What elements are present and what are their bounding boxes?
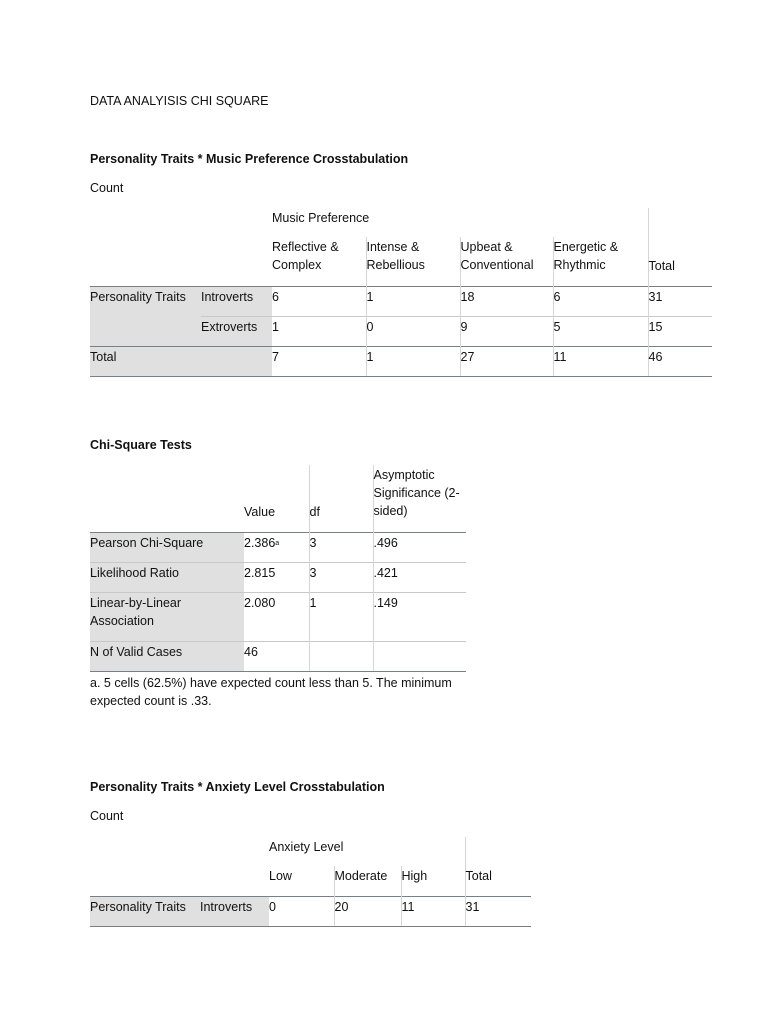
cell-value: 11 bbox=[401, 896, 465, 926]
anxiety-col-header: Total bbox=[465, 866, 531, 896]
table-row bbox=[90, 896, 531, 926]
music-col-header: Upbeat & Conventional bbox=[460, 237, 553, 286]
music-count-label: Count bbox=[90, 181, 124, 195]
anxiety-col-header: High bbox=[401, 866, 465, 896]
cell-value: 5 bbox=[553, 316, 648, 346]
music-crosstab-title: Personality Traits * Music Preference Crosstabulation bbox=[90, 152, 409, 166]
cell-value: 1 bbox=[309, 592, 373, 641]
cell-value: 3 bbox=[309, 562, 373, 592]
chi-col-header: df bbox=[309, 465, 373, 532]
music-group-header: Music Preference bbox=[272, 211, 370, 225]
cell-value bbox=[244, 532, 309, 562]
chi-col-header: Value bbox=[244, 504, 276, 519]
row-group-label: Personality Traits bbox=[90, 896, 200, 926]
document-title: DATA ANALYISIS CHI SQUARE bbox=[90, 94, 269, 108]
cell-value: 18 bbox=[460, 286, 553, 316]
cell-value: 2.815 bbox=[244, 562, 309, 592]
row-label: Introverts bbox=[200, 896, 269, 926]
table-row bbox=[90, 592, 466, 641]
row-label: Pearson Chi-Square bbox=[90, 532, 244, 562]
cell-value: 0 bbox=[269, 896, 334, 926]
table-row bbox=[90, 532, 466, 562]
row-label: Extroverts bbox=[201, 316, 272, 346]
cell-value: 1 bbox=[366, 286, 460, 316]
cell-value: 20 bbox=[334, 896, 401, 926]
music-col-header: Energetic & Rhythmic bbox=[553, 237, 648, 286]
cell-value: 0 bbox=[366, 316, 460, 346]
anxiety-group-header: Anxiety Level bbox=[269, 840, 344, 854]
table-row bbox=[90, 316, 712, 346]
cell-value: 2.080 bbox=[244, 592, 309, 641]
chi-col-header: Asymptotic Significance (2-sided) bbox=[373, 465, 466, 532]
cell-value: 31 bbox=[465, 896, 531, 926]
cell-value-number: 2.386 bbox=[244, 535, 276, 550]
cell-value: 46 bbox=[648, 346, 712, 376]
cell-value: 6 bbox=[272, 286, 366, 316]
cell-value bbox=[309, 641, 373, 671]
cell-value: .149 bbox=[373, 592, 466, 641]
cell-value: .496 bbox=[373, 532, 466, 562]
row-label: Linear-by-Linear Association bbox=[90, 592, 244, 641]
cell-value: 3 bbox=[309, 532, 373, 562]
music-col-header: Intense & Rebellious bbox=[366, 237, 460, 286]
table-row-total bbox=[90, 346, 712, 376]
cell-value: 1 bbox=[366, 346, 460, 376]
cell-value: 11 bbox=[553, 346, 648, 376]
cell-value: 7 bbox=[272, 346, 366, 376]
cell-value: 6 bbox=[553, 286, 648, 316]
chi-square-title: Chi-Square Tests bbox=[90, 438, 192, 452]
total-row-label: Total bbox=[90, 346, 272, 376]
table-row bbox=[90, 641, 466, 671]
chi-square-footnote: a. 5 cells (62.5%) have expected count less than 5. The minimum expected count is .33. bbox=[90, 676, 452, 708]
cell-value: .421 bbox=[373, 562, 466, 592]
table-row bbox=[90, 286, 712, 316]
cell-value: 31 bbox=[648, 286, 712, 316]
anxiety-crosstab-title: Personality Traits * Anxiety Level Crosstabulation bbox=[90, 780, 385, 794]
cell-value bbox=[373, 641, 466, 671]
music-crosstab-table bbox=[90, 208, 712, 377]
anxiety-col-header: Moderate bbox=[334, 866, 401, 896]
music-col-header-total: Total bbox=[648, 237, 712, 286]
footnote-marker: a bbox=[275, 539, 280, 547]
anxiety-count-label: Count bbox=[90, 809, 124, 823]
cell-value: 1 bbox=[272, 316, 366, 346]
anxiety-crosstab-table bbox=[90, 837, 531, 927]
row-label: Introverts bbox=[201, 286, 272, 316]
cell-value: 9 bbox=[460, 316, 553, 346]
cell-value: 15 bbox=[648, 316, 712, 346]
anxiety-col-header: Low bbox=[269, 869, 292, 883]
music-col-header: Reflective & Complex bbox=[272, 240, 339, 272]
row-label: Likelihood Ratio bbox=[90, 562, 244, 592]
row-label: N of Valid Cases bbox=[90, 641, 244, 671]
chi-square-table bbox=[90, 465, 466, 672]
cell-value: 46 bbox=[244, 641, 309, 671]
cell-value: 27 bbox=[460, 346, 553, 376]
table-row bbox=[90, 562, 466, 592]
row-group-label: Personality Traits bbox=[90, 286, 201, 316]
